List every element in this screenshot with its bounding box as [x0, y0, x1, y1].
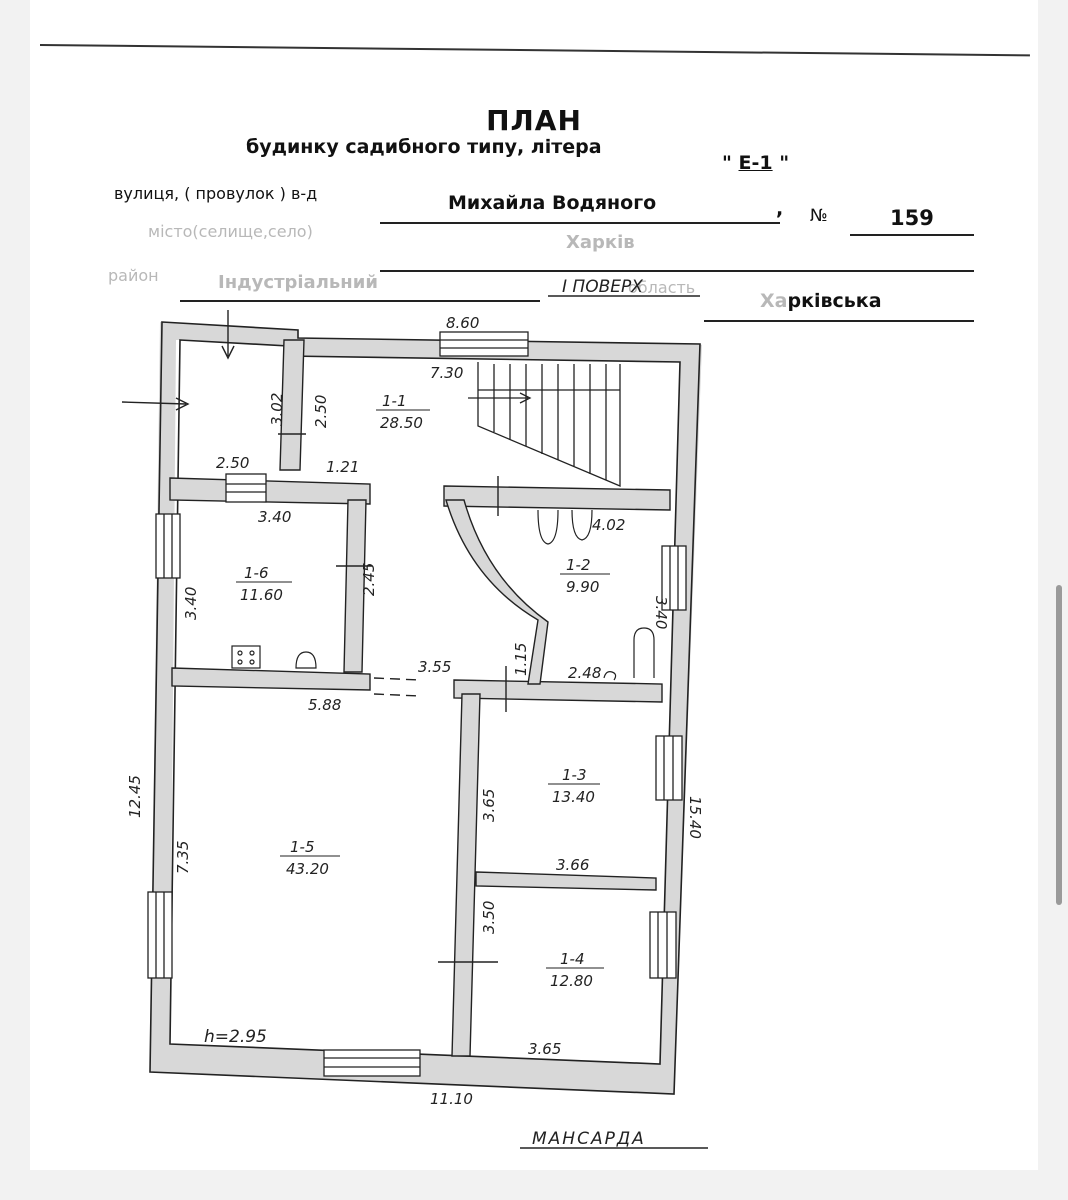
dim-corr-a: 2.50: [216, 454, 250, 472]
dim-hall-w: 3.55: [418, 658, 452, 676]
dim-room4-w: 3.65: [528, 1040, 562, 1058]
street-label: вулиця, ( провулок ) в-д: [114, 184, 318, 203]
litera-value: " Е-1 ": [722, 152, 790, 174]
district-value: Індустріальний: [218, 272, 378, 293]
dim-corr-b: 1.21: [326, 458, 360, 476]
dim-bath-h: 3.40: [652, 596, 670, 630]
room-1-5-id: 1-5: [290, 838, 315, 856]
dim-kitchen-w: 3.40: [258, 508, 292, 526]
region-value: Харківська: [760, 290, 882, 312]
room-1-3-id: 1-3: [562, 766, 587, 784]
ceiling-height: h=2.95: [204, 1027, 267, 1047]
dim-bath-w: 4.02: [592, 516, 626, 534]
dim-room3-h: 3.65: [480, 788, 498, 822]
room-1-6-id: 1-6: [244, 564, 269, 582]
room-1-5-area: 43.20: [286, 860, 329, 878]
room-1-2-area: 9.90: [566, 578, 600, 596]
dim-bottom-width: 11.10: [430, 1090, 473, 1108]
dim-living-w: 5.88: [308, 696, 342, 714]
next-floor-label: МАНСАРДА: [532, 1129, 646, 1149]
number-value: 159: [890, 206, 934, 230]
dim-kitchen-side: 2.45: [360, 562, 378, 596]
dim-stair-width: 7.30: [430, 364, 464, 382]
room-1-3-area: 13.40: [552, 788, 595, 806]
dim-living-h: 7.35: [174, 840, 192, 874]
dim-room4-h: 3.50: [480, 900, 498, 934]
room-1-2-id: 1-2: [566, 556, 591, 574]
room-1-6-area: 11.60: [240, 586, 283, 604]
dim-total-h: 12.45: [126, 775, 144, 818]
dim-entry-len: 3.02: [268, 392, 286, 426]
document-title: ПЛАН: [486, 104, 582, 137]
number-label: №: [810, 206, 828, 226]
room-1-1-id: 1-1: [382, 392, 407, 410]
region-label: область: [628, 278, 696, 297]
dim-kitchen-h: 3.40: [182, 586, 200, 620]
room-1-1-area: 28.50: [380, 414, 423, 432]
district-label: район: [108, 266, 159, 285]
room-1-4-area: 12.80: [550, 972, 593, 990]
vertical-scrollbar[interactable]: [1056, 585, 1062, 905]
dim-top-width: 8.60: [446, 314, 480, 332]
street-value: Михайла Водяного: [448, 192, 657, 214]
dim-hall-side: 1.15: [512, 642, 530, 676]
floor-label: І ПОВЕРХ: [562, 277, 643, 297]
dim-bath-bottom: 2.48: [568, 664, 602, 682]
dim-entry-width: 2.50: [312, 394, 330, 428]
city-label: місто(селище,село): [148, 222, 313, 241]
document-subtitle: будинку садибного типу, літера: [246, 136, 602, 158]
room-1-4-id: 1-4: [560, 950, 585, 968]
dim-right-h: 15.40: [686, 796, 704, 839]
dim-room3-w: 3.66: [556, 856, 590, 874]
city-value: Харків: [566, 232, 635, 253]
